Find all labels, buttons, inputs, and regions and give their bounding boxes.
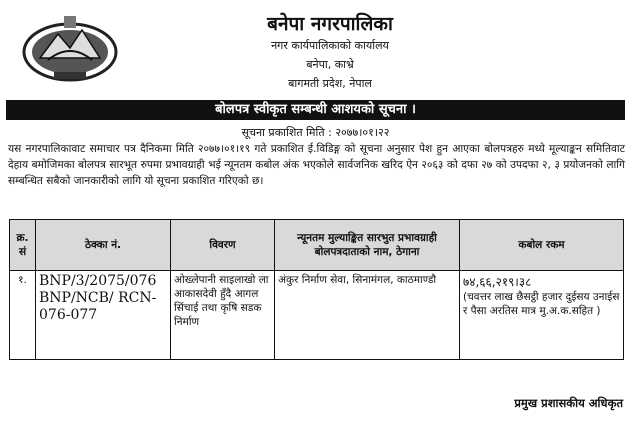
amount-figure: ७४,६६,२१९।३८ <box>463 275 532 289</box>
table-row <box>10 271 624 360</box>
publication-date: सूचना प्रकाशित मिति : २०७७।०१।२२ <box>241 126 390 139</box>
municipality-title: बनेपा नगरपालिका <box>267 13 393 35</box>
notice-body: यस नगरपालिकावाट समाचार पत्र दैनिकमा मिति २०७७।०१।१९ गते प्रकाशित ई.विडिङ्ग को सूचना अनुसार पेश हुन आएका बोलपत्रहरु मध्ये मूल्याङ्कन समितिवाट देहाय बमोजिमका बोलपत्र सारभूत रुपमा प्रभावग्राही भई न्यूनतम कबोल अंक भएकोले सार्वजनिक खरिद ऐन २०६३ को दफा २७ को उपदफा २, ३ प्रयोजनको लागि सम्बन्धित सबैको जानकारीको लागि यो सूचना प्रकाशित गरिएको छ। <box>8 143 625 187</box>
header-description: विवरण <box>171 220 275 271</box>
header-amount: कबोल रकम <box>460 220 624 271</box>
amount-words: (चवत्तर लाख छैसट्ठी हजार दुईसय उनाईस र पैसा अरतिस मात्र मु.अ.क.सहित ) <box>463 291 620 317</box>
table-header-row <box>10 220 624 271</box>
notice-banner: बोलपत्र स्वीकृत सम्बन्धी आशयको सूचना । <box>6 100 625 120</box>
signature-title: प्रमुख प्रशासकीय अधिकृत <box>514 396 623 410</box>
nepal-emblem-logo <box>18 12 122 84</box>
cell-amount <box>460 271 624 360</box>
office-name: नगर कार्यपालिकाको कार्यालय <box>271 39 389 52</box>
cell-bidder: अंकुर निर्माण सेवा, सिनामंगल, काठमाण्डौ <box>275 271 460 360</box>
header-contract: ठेक्का नं. <box>36 220 171 271</box>
bid-table <box>9 219 624 360</box>
header-bidder: न्यूनतम मुल्याङ्कित सारभुत प्रभावग्राही बोलपत्रदाताको नाम, ठेगाना <box>275 220 460 271</box>
header-sn: क्र. सं <box>10 220 36 271</box>
cell-sn: १. <box>10 271 36 360</box>
office-location: बनेपा, काभ्रे <box>306 58 354 71</box>
cell-contract: BNP/3/2075/076 BNP/NCB/ RCN-076-077 <box>36 271 171 360</box>
office-province: बागमती प्रदेश, नेपाल <box>288 77 372 90</box>
cell-description: ओख्लेपानी साइलाखो ला आकासदेवी हुँदै आगल सिंचाई तथा कृषि सडक निर्माण <box>171 271 275 360</box>
